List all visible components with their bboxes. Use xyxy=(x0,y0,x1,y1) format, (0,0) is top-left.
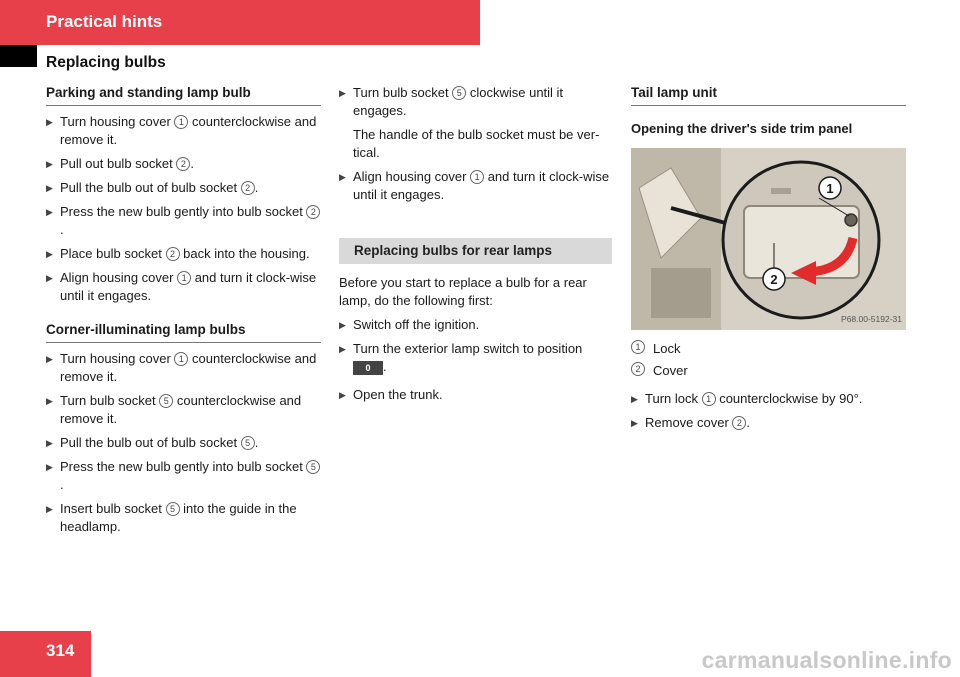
instruction-step: ▶ Turn the exterior lamp switch to position 0 . xyxy=(339,341,583,374)
ref-number: 5 xyxy=(306,460,320,474)
image-code: P68.00-5192-31 xyxy=(841,314,902,324)
section-title: Practical hints xyxy=(46,12,163,31)
trunk-photo xyxy=(631,148,906,330)
triangle-right-icon: ▶ xyxy=(339,88,346,98)
instruction-step: ▶ Align housing cover 1 and turn it clock-wise until it engages. xyxy=(339,169,610,202)
triangle-right-icon: ▶ xyxy=(631,418,638,428)
steps-parking-lamp xyxy=(46,113,321,305)
section-heading-rear-lamps: Replacing bulbs for rear lamps xyxy=(339,238,612,264)
triangle-right-icon: ▶ xyxy=(339,390,346,400)
ref-number: 2 xyxy=(631,362,645,376)
ref-number: 5 xyxy=(159,394,173,408)
column-3 xyxy=(631,84,906,438)
triangle-right-icon: ▶ xyxy=(46,438,53,448)
ref-number: 2 xyxy=(732,416,746,430)
legend-item: 1 Lock xyxy=(631,340,906,358)
ref-number: 2 xyxy=(306,205,320,219)
instruction-step: ▶ Pull the bulb out of bulb socket 5 . xyxy=(46,435,259,450)
triangle-right-icon: ▶ xyxy=(46,354,53,364)
triangle-right-icon: ▶ xyxy=(339,320,346,330)
instruction-step: ▶ Switch off the ignition. xyxy=(339,317,480,332)
switch-position-key: 0 xyxy=(353,361,383,375)
triangle-right-icon: ▶ xyxy=(46,207,53,217)
triangle-right-icon: ▶ xyxy=(46,504,53,514)
ref-number: 5 xyxy=(166,502,180,516)
triangle-right-icon: ▶ xyxy=(46,462,53,472)
ref-number: 1 xyxy=(174,115,188,129)
triangle-right-icon: ▶ xyxy=(339,344,346,354)
page-title: Replacing bulbs xyxy=(46,54,166,71)
instruction-note: The handle of the bulb socket must be ver-tical. xyxy=(353,127,600,160)
header-tab xyxy=(0,45,37,67)
legend-item: 2 Cover xyxy=(631,362,906,380)
ref-number: 1 xyxy=(631,340,645,354)
trunk-illustration xyxy=(631,148,906,330)
subheading-trim-panel: Opening the driver's side trim panel xyxy=(631,121,853,136)
ref-number: 1 xyxy=(177,271,191,285)
instruction-step: ▶ Turn bulb socket 5 clockwise until it engages. xyxy=(339,85,564,118)
ref-number: 2 xyxy=(166,247,180,261)
instruction-step: ▶ Remove cover 2 . xyxy=(631,415,751,430)
triangle-right-icon: ▶ xyxy=(46,249,53,259)
triangle-right-icon: ▶ xyxy=(46,396,53,406)
ref-number: 5 xyxy=(241,436,255,450)
photo-callout-2: 2 xyxy=(770,272,778,287)
ref-number: 5 xyxy=(452,86,466,100)
heading-tail-lamp: Tail lamp unit xyxy=(631,84,906,106)
heading-corner-lamp: Corner-illuminating lamp bulbs xyxy=(46,321,321,343)
instruction-step: ▶ Align housing cover 1 and turn it clock-wise until it engages. xyxy=(46,270,317,303)
instruction-step: ▶ Insert bulb socket 5 into the guide in the headlamp. xyxy=(46,501,297,534)
ref-number: 1 xyxy=(470,170,484,184)
watermark: carmanualsonline.info xyxy=(701,647,952,673)
instruction-step: ▶ Open the trunk. xyxy=(339,387,443,402)
instruction-step: ▶ Turn bulb socket 5 counterclockwise and remove it. xyxy=(46,393,302,426)
instruction-step: ▶ Pull the bulb out of bulb socket 2 . xyxy=(46,180,259,195)
photo-callout-1: 1 xyxy=(826,181,834,196)
triangle-right-icon: ▶ xyxy=(46,159,53,169)
ref-number: 2 xyxy=(176,157,190,171)
heading-parking-lamp: Parking and standing lamp bulb xyxy=(46,84,321,106)
instruction-step: ▶ Turn lock 1 counterclockwise by 90°. xyxy=(631,391,863,406)
ref-number: 1 xyxy=(702,392,716,406)
triangle-right-icon: ▶ xyxy=(631,394,638,404)
triangle-right-icon: ▶ xyxy=(46,273,53,283)
instruction-step: ▶ Press the new bulb gently into bulb socket 5. xyxy=(46,458,321,494)
steps-corner-lamp xyxy=(46,350,321,536)
instruction-step: ▶ Press the new bulb gently into bulb socket 2. xyxy=(46,203,321,239)
instruction-step: ▶ Place bulb socket 2 back into the housing. xyxy=(46,246,310,261)
column-1 xyxy=(46,84,321,542)
triangle-right-icon: ▶ xyxy=(46,183,53,193)
intro-text: Before you start to replace a bulb for a rear lamp, do the following first: xyxy=(339,275,587,308)
column-2 xyxy=(339,84,612,410)
instruction-step: ▶ Turn housing cover 1 counterclockwise and remove it. xyxy=(46,114,317,147)
triangle-right-icon: ▶ xyxy=(339,172,346,182)
instruction-step: ▶ Turn housing cover 1 counterclockwise and remove it. xyxy=(46,351,317,384)
ref-number: 1 xyxy=(174,352,188,366)
page-number: 314 xyxy=(46,641,75,660)
ref-number: 2 xyxy=(241,181,255,195)
instruction-step: ▶ Pull out bulb socket 2 . xyxy=(46,156,194,171)
triangle-right-icon: ▶ xyxy=(46,117,53,127)
